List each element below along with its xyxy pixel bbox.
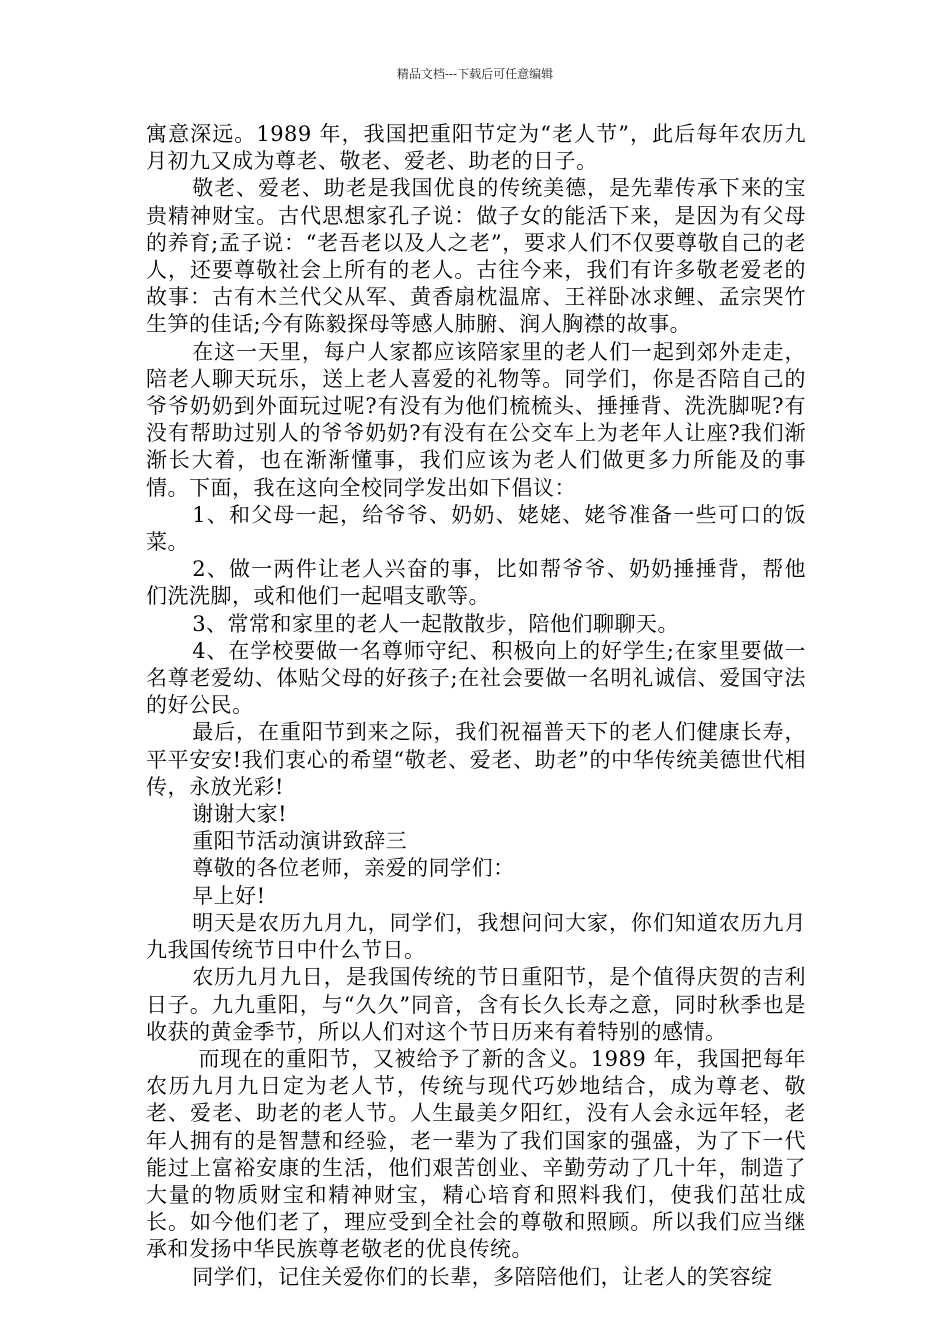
paragraph: 寓意深远。1989 年，我国把重阳节定为“老人节”，此后每年农历九月初九又成为尊老、敬老、爱老、助老的日子。 — [146, 122, 806, 174]
paragraph: 2、做一两件让老人兴奋的事，比如帮爷爷、奶奶捶捶背，帮他们洗洗脚，或和他们一起唱支歌等。 — [146, 557, 806, 609]
paragraph: 同学们，记住关爱你们的长辈，多陪陪他们，让老人的笑容绽 — [192, 1264, 773, 1289]
paragraph: 而现在的重阳节，又被给予了新的含义。1989 年，我国把每年农历九月九日定为老人节，传统与现代巧妙地结合，成为尊老、敬老、爱老、助老的老人节。人生最美夕阳红，没有人会永远年轻，老年人拥有的是智慧和经验，老一辈为了我们国家的强盛，为了下一代能过上富裕安康的生活，他们艰苦创业、辛勤劳动了几十年，制造了大量的物质财宝和精神财宝，精心培育和照料我们，使我们茁壮成长。如今他们老了，理应受到全社会的尊敬和照顾。所以我们应当继承和发扬中华民族尊老敬老的优良传统。 — [146, 1046, 806, 1262]
paragraph: 谢谢大家! — [192, 802, 288, 827]
paragraph: 在这一天里，每户人家都应该陪家里的老人们一起到郊外走走，陪老人聊天玩乐，送上老人喜爱的礼物等。同学们，你是否陪自己的爷爷奶奶到外面玩过呢?有没有为他们梳梳头、捶捶背、洗洗脚呢?有没有帮助过别人的爷爷奶奶?有没有在公交车上为老年人让座?我们渐渐长大着，也在渐渐懂事，我们应该为老人们做更多力所能及的事情。下面，我在这向全校同学发出如下倡议： — [146, 339, 806, 500]
document-body — [146, 121, 806, 1291]
paragraph: 敬老、爱老、助老是我国优良的传统美德，是先辈传承下来的宝贵精神财宝。古代思想家孔子说：做子女的能活下来，是因为有父母的养育;孟子说：“老吾老以及人之老”，要求人们不仅要尊敬自己的老人，还要尊敬社会上所有的老人。古往今来，我们有许多敬老爱老的故事：古有木兰代父从军、黄香扇枕温席、王祥卧冰求鲤、孟宗哭竹生笋的佳话;今有陈毅探母等感人肺腑、润人胸襟的故事。 — [146, 176, 806, 337]
paragraph: 4、在学校要做一名尊师守纪、积极向上的好学生;在家里要做一名尊老爱幼、体贴父母的好孩子;在社会要做一名明礼诚信、爱国守法的好公民。 — [146, 638, 806, 718]
paragraph: 明天是农历九月九，同学们，我想问问大家，你们知道农历九月九我国传统节日中什么节日。 — [146, 910, 806, 963]
paragraph: 重阳节活动演讲致辞三 — [192, 829, 408, 854]
paragraph: 尊敬的各位老师，亲爱的同学们： — [192, 856, 515, 881]
paragraph: 早上好! — [192, 883, 266, 908]
paragraph: 农历九月九日，是我国传统的节日重阳节，是个值得庆贺的吉利日子。九九重阳，与“久久”同音，含有长久长寿之意，同时秋季也是收获的黄金季节，所以人们对这个节日历来有着特别的感情。 — [146, 965, 806, 1044]
paragraph: 3、常常和家里的老人一起散散步，陪他们聊聊天。 — [192, 611, 680, 636]
paragraph: 1、和父母一起，给爷爷、奶奶、姥姥、姥爷准备一些可口的饭菜。 — [146, 502, 806, 555]
page-header: 精品文档---下载后可任意编辑 — [396, 67, 554, 81]
paragraph: 最后，在重阳节到来之际，我们祝福普天下的老人们健康长寿，平平安安!我们衷心的希望“敬老、爱老、助老”的中华传统美德世代相传，永放光彩! — [146, 720, 806, 799]
